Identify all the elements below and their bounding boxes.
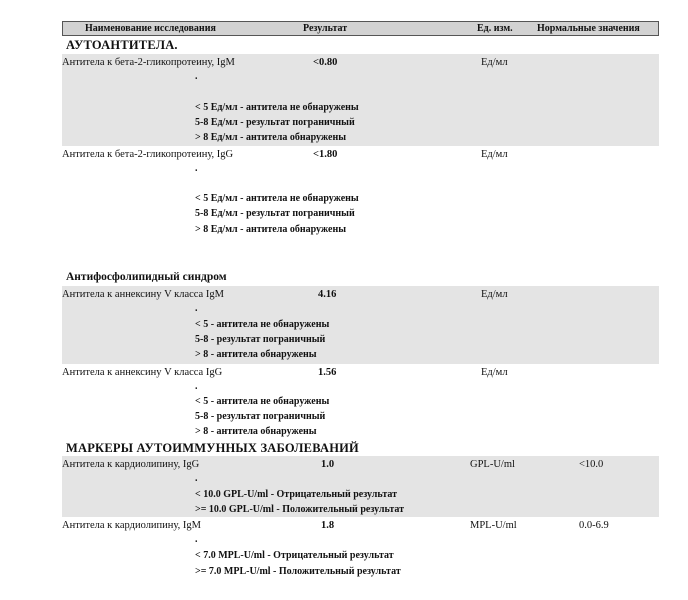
table-row — [62, 146, 659, 246]
section-title-antiphospholipid: Антифосфолипидный синдром — [66, 271, 227, 283]
test-name: Антитела к аннексину V класса IgG — [62, 367, 223, 378]
reference-line: < 5 - антитела не обнаружены — [195, 319, 330, 330]
test-unit: Ед/мл — [481, 149, 508, 160]
header-norm: Нормальные значения — [537, 23, 640, 34]
dot-marker: . — [195, 381, 198, 392]
dot-marker: . — [195, 71, 198, 82]
section-title-autoantibodies: АУТОАНТИТЕЛА. — [66, 38, 178, 52]
table-header — [62, 21, 659, 36]
reference-line: 5-8 - результат пограничный — [195, 334, 326, 345]
reference-line: < 5 Ед/мл - антитела не обнаружены — [195, 102, 359, 113]
reference-line: 5-8 - результат пограничный — [195, 411, 326, 422]
test-name: Антитела к аннексину V класса IgM — [62, 289, 224, 300]
dot-marker: . — [195, 303, 198, 314]
reference-line: >= 7.0 MPL-U/ml - Положительный результат — [195, 566, 401, 577]
table-row — [62, 517, 659, 583]
test-name: Антитела к кардиолипину, IgG — [62, 459, 200, 470]
test-result: 1.8 — [321, 520, 335, 531]
test-result: <0.80 — [313, 57, 338, 68]
test-name: Антитела к бета-2-гликопротеину, IgM — [62, 57, 235, 68]
table-row — [62, 364, 659, 440]
test-unit: GPL-U/ml — [470, 459, 515, 470]
table-row — [62, 54, 659, 146]
test-unit: Ед/мл — [481, 57, 508, 68]
test-result: 4.16 — [318, 289, 337, 300]
header-name: Наименование исследования — [85, 23, 216, 34]
dot-marker: . — [195, 473, 198, 484]
test-norm: <10.0 — [579, 459, 604, 470]
reference-line: > 8 - антитела обнаружены — [195, 349, 317, 360]
reference-line: > 8 - антитела обнаружены — [195, 426, 317, 437]
reference-line: < 5 - антитела не обнаружены — [195, 396, 330, 407]
dot-marker: . — [195, 534, 198, 545]
reference-line: >= 10.0 GPL-U/ml - Положительный результат — [195, 504, 405, 515]
test-result: 1.56 — [318, 367, 337, 378]
test-result: 1.0 — [321, 459, 335, 470]
reference-line: > 8 Ед/мл - антитела обнаружены — [195, 224, 347, 235]
reference-line: 5-8 Ед/мл - результат пограничный — [195, 117, 355, 128]
test-result: <1.80 — [313, 149, 338, 160]
reference-line: < 7.0 MPL-U/ml - Отрицательный результат — [195, 550, 394, 561]
section-title-autoimmune-markers: МАРКЕРЫ АУТОИММУННЫХ ЗАБОЛЕВАНИЙ — [66, 441, 359, 455]
test-name: Антитела к бета-2-гликопротеину, IgG — [62, 149, 234, 160]
table-row — [62, 456, 659, 517]
test-name: Антитела к кардиолипину, IgM — [62, 520, 201, 531]
test-unit: Ед/мл — [481, 367, 508, 378]
reference-line: < 10.0 GPL-U/ml - Отрицательный результат — [195, 489, 398, 500]
reference-line: 5-8 Ед/мл - результат пограничный — [195, 208, 355, 219]
test-unit: MPL-U/ml — [470, 520, 517, 531]
reference-line: < 5 Ед/мл - антитела не обнаружены — [195, 193, 359, 204]
header-unit: Ед. изм. — [477, 23, 513, 34]
test-unit: Ед/мл — [481, 289, 508, 300]
dot-marker: . — [195, 163, 198, 174]
test-norm: 0.0-6.9 — [579, 520, 609, 531]
reference-line: > 8 Ед/мл - антитела обнаружены — [195, 132, 347, 143]
table-row — [62, 286, 659, 364]
header-result: Результат — [303, 23, 348, 34]
